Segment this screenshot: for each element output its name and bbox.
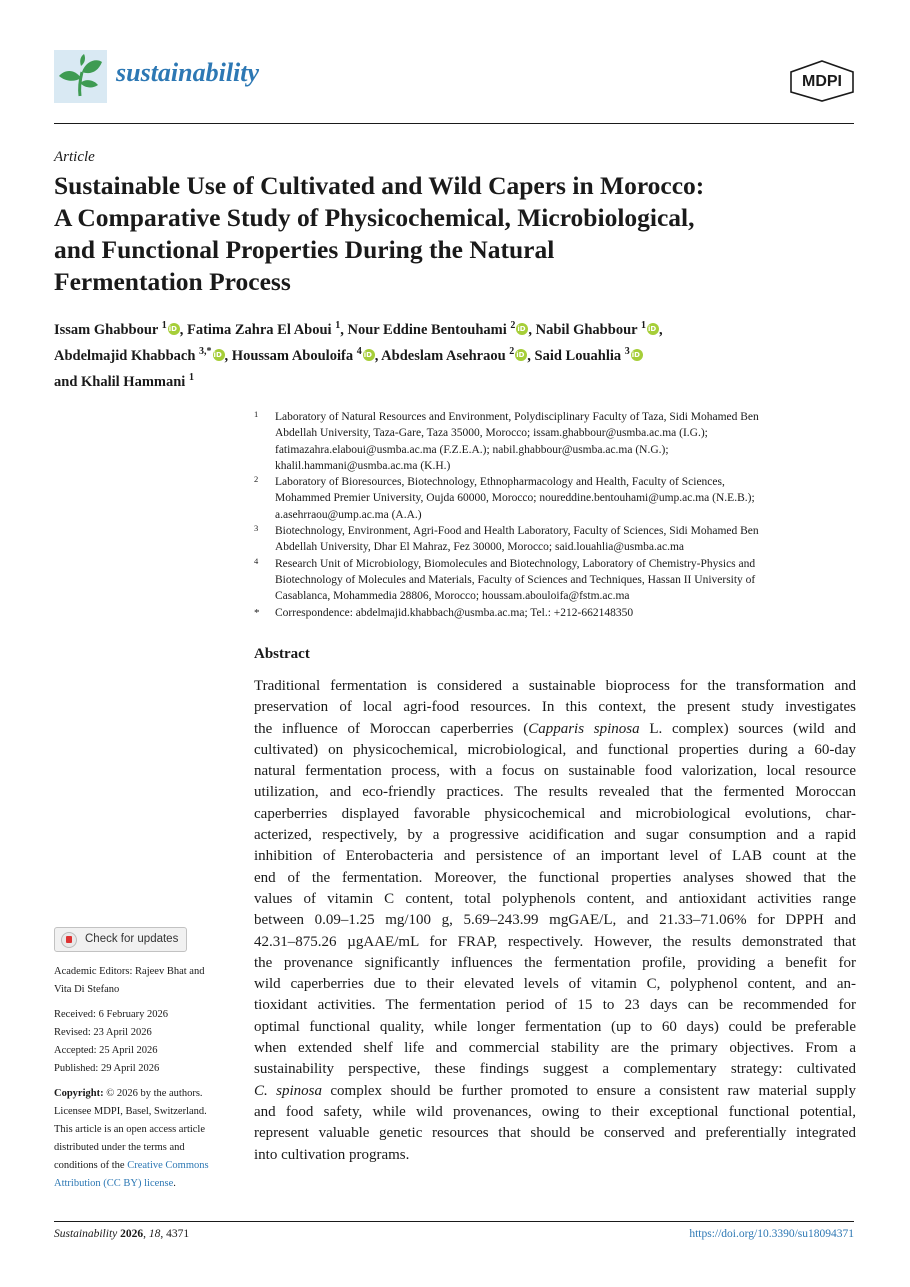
- affiliation-line: Abdellah University, Dhar El Mahraz, Fez 30000, Morocco; said.louahlia@usmba.ac.ma: [275, 541, 685, 554]
- abstract-line: cultivated) on physicochemical, microbiological, and functional properties during a 60-day: [254, 741, 856, 758]
- article-sidebar: [54, 963, 239, 1200]
- mdpi-logo-text: MDPI: [802, 73, 842, 90]
- check-for-updates-label: Check for updates: [85, 933, 179, 945]
- author-list: [54, 315, 854, 392]
- orcid-icon[interactable]: [647, 323, 659, 335]
- academic-editors: [54, 963, 239, 999]
- copyright-line: distributed under the terms and: [54, 1142, 185, 1153]
- affiliation-line: a.asehrraou@ump.ac.ma (A.A.): [275, 508, 422, 521]
- author-name: Houssam Abouloifa: [231, 347, 357, 364]
- date-revised: Revised: 23 April 2026: [54, 1027, 152, 1038]
- copyright-text: © 2026 by the authors.: [103, 1088, 203, 1099]
- abstract-line: the influence of Moroccan caperberries (Capparis spinosa L. complex) sources (wild and: [254, 720, 856, 737]
- abstract-line: and food safety, while wild provenances, owing to their exceptional functional potential,: [254, 1103, 856, 1120]
- abstract-line: wild caperberries due to their elevated levels of vitamin C, polyphenol content, and an-: [254, 976, 856, 993]
- affiliation-line: Abdellah University, Taza-Gare, Taza 35000, Morocco; issam.ghabbour@usmba.ac.ma (I.G.);: [275, 427, 708, 440]
- species-name: Capparis spinosa: [528, 720, 640, 737]
- abstract-line: when extended shelf life and commercial stability are the primary objectives. From a: [254, 1040, 856, 1057]
- header-divider: [54, 123, 854, 124]
- title-line: A Comparative Study of Physicochemical, Microbiological,: [54, 203, 695, 232]
- author-name: Said Louahlia: [534, 347, 625, 364]
- abstract-line: represent valuable genetic resources that should be conserved and preferentially integrated: [254, 1125, 856, 1142]
- abstract-line: 42.31–875.26 µgAAE/mL for FRAP, respectively. However, the results demonstrated that: [254, 933, 856, 950]
- species-name: C. spinosa: [254, 1082, 322, 1099]
- author-affiliation-mark: 2: [510, 320, 516, 331]
- academic-editors-line: Academic Editors: Rajeev Bhat and: [54, 966, 205, 977]
- correspondence-marker: *: [254, 606, 260, 619]
- author-affiliation-mark: 3: [624, 345, 630, 357]
- abstract-line: end of the fermentation. Moreover, the functional properties analyses showed that the: [254, 869, 856, 886]
- author-separator: ,: [374, 347, 382, 364]
- title-line: Sustainable Use of Cultivated and Wild Capers in Morocco:: [54, 171, 705, 200]
- footer-citation: Sustainability 2026, 18, 4371: [54, 1228, 190, 1240]
- copyright-suffix: .: [173, 1178, 176, 1189]
- abstract-line: into cultivation programs.: [254, 1146, 410, 1163]
- author-affiliation-mark: 1: [188, 371, 194, 383]
- date-accepted: Accepted: 25 April 2026: [54, 1045, 158, 1056]
- footer-divider: [54, 1221, 854, 1222]
- author-affiliation-mark: 3,*: [199, 345, 212, 357]
- affiliation-number: 4: [254, 555, 259, 566]
- abstract-line: caperberries displayed favorable physicochemical and microbiological evolutions, char-: [254, 805, 856, 822]
- author-separator: ,: [528, 321, 536, 338]
- abstract-line: utilization, and eco-friendly practices. The results revealed that the fermented Moroccan: [254, 784, 856, 801]
- footer-article-number: 4371: [166, 1228, 190, 1240]
- copyright-line: This article is an open access article: [54, 1124, 206, 1135]
- author-affiliation-mark: 1: [335, 320, 341, 331]
- copyright-line: conditions of the: [54, 1160, 128, 1171]
- affiliation-line: Casablanca, Mohammedia 28806, Morocco; houssam.abouloifa@fstm.ac.ma: [275, 590, 630, 603]
- author-affiliation-mark: 4: [356, 345, 362, 357]
- journal-logo: [54, 50, 107, 103]
- author-line: [54, 341, 854, 367]
- abstract-line: between 0.09–1.25 mg/100 g, 5.69–243.99 mgGAE/L, and 21.33–71.06% for DPPH and: [254, 912, 856, 929]
- abstract-heading: Abstract: [254, 646, 310, 662]
- copyright-line: Licensee MDPI, Basel, Switzerland.: [54, 1106, 207, 1117]
- affiliation-line: Mohammed Premier University, Oujda 60000, Morocco; noureddine.bentouhami@ump.ac.ma (N.E.B.);: [275, 492, 755, 505]
- copyright-label: Copyright:: [54, 1088, 104, 1099]
- affiliation-line: Biotechnology, Environment, Agri-Food and Health Laboratory, Faculty of Sciences, Sidi Mohamed Ben: [275, 525, 759, 538]
- abstract-line: the provenance significantly influences the fermentation profile, providing a benefit for: [254, 954, 856, 971]
- abstract-body: [254, 676, 856, 1166]
- abstract-line: values of vitamin C content, total polyphenols content, and antioxidant activities range: [254, 890, 856, 907]
- orcid-icon[interactable]: [363, 349, 375, 361]
- author-name: Abdeslam Asehraou: [381, 347, 510, 364]
- author-separator: ,: [527, 347, 535, 364]
- copyright-notice: [54, 1085, 239, 1193]
- title-line: and Functional Properties During the Natural: [54, 235, 555, 264]
- affiliation-number: 3: [254, 523, 259, 534]
- orcid-icon[interactable]: [516, 323, 528, 335]
- author-affiliation-mark: 2: [509, 345, 515, 357]
- author-line: [54, 367, 854, 393]
- abstract-line: tioxidant activities. The fermentation period of 15 to 23 days can be recommended for: [254, 997, 856, 1014]
- author-separator: ,: [658, 321, 663, 338]
- creative-commons-link[interactable]: Creative Commons: [127, 1160, 209, 1171]
- affiliation-line: Biotechnology of Molecules and Materials, Faculty of Sciences and Techniques, Hassan II University of: [275, 573, 756, 586]
- abstract-line: optimal functional quality, while longer fermentation (up to 60 days) could be preferable: [254, 1018, 856, 1035]
- author-line: [54, 315, 854, 341]
- author-separator: ,: [224, 347, 232, 364]
- academic-editors-line: Vita Di Stefano: [54, 984, 120, 995]
- cc-by-license-link[interactable]: Attribution (CC BY) license: [54, 1178, 174, 1189]
- affiliation-line: Research Unit of Microbiology, Biomolecules and Biotechnology, Laboratory of Chemistry-Physics and: [275, 557, 756, 570]
- doi-link[interactable]: https://doi.org/10.3390/su18094371: [689, 1228, 854, 1240]
- date-received: Received: 6 February 2026: [54, 1009, 169, 1020]
- author-name: Fatima Zahra El Aboui: [186, 321, 336, 338]
- affiliation: [254, 523, 854, 556]
- affiliation-line: Laboratory of Natural Resources and Environment, Polydisciplinary Faculty of Taza, Sidi Mohamed Ben: [275, 411, 759, 423]
- abstract-line: sustainability perspective, these findings suggest a complementary strategy: cultivated: [254, 1061, 856, 1078]
- author-name: Abdelmajid Khabbach: [54, 347, 200, 364]
- orcid-icon[interactable]: [213, 349, 225, 361]
- bookmark-icon: [61, 932, 77, 948]
- author-name: Nour Eddine Bentouhami: [347, 321, 511, 338]
- author-separator: ,: [340, 321, 348, 338]
- abstract-line: C. spinosa complex should be further promoted to ensure a consistent raw material supply: [254, 1082, 856, 1099]
- article-title: [54, 170, 844, 298]
- abstract-line: acterized, respectively, by a progressive acidification and sugar consumption and a rapid: [254, 827, 856, 844]
- affiliation: [254, 409, 854, 474]
- affiliation: [254, 556, 854, 605]
- plant-sprout-icon: [54, 50, 107, 103]
- journal-name: sustainability: [116, 58, 260, 87]
- affiliation-number: 2: [254, 474, 259, 485]
- article-type: Article: [54, 149, 95, 165]
- affiliations: [254, 409, 854, 621]
- mdpi-logo: [789, 60, 855, 107]
- abstract-line: preservation of local agri-food resources. In this context, the present study investigates: [254, 699, 856, 716]
- affiliation-line: khalil.hammani@usmba.ac.ma (K.H.): [275, 459, 451, 472]
- correspondence-text: Correspondence: abdelmajid.khabbach@usmba.ac.ma; Tel.: +212-662148350: [275, 606, 634, 619]
- affiliation-line: Laboratory of Bioresources, Biotechnology, Ethnopharmacology and Health, Faculty of Sciences,: [275, 476, 725, 489]
- abstract-line: natural fermentation process, with a focus on sustainable food valorization, local resource: [254, 763, 856, 780]
- author-name: Issam Ghabbour: [54, 321, 162, 338]
- abstract-line: inhibition of Enterobacteria and persistence of an important level of LAB count at the: [254, 848, 856, 865]
- author-name: Nabil Ghabbour: [535, 321, 641, 338]
- affiliation: [254, 474, 854, 523]
- orcid-icon[interactable]: [515, 349, 527, 361]
- orcid-icon[interactable]: [631, 349, 643, 361]
- publication-dates: [54, 1006, 239, 1078]
- abstract-line: Traditional fermentation is considered a sustainable bioprocess for the transformation and: [254, 678, 856, 694]
- author-name: and Khalil Hammani: [54, 373, 189, 390]
- correspondence: [254, 605, 854, 621]
- orcid-icon[interactable]: [168, 323, 180, 335]
- date-published: Published: 29 April 2026: [54, 1063, 160, 1074]
- author-affiliation-mark: 1: [640, 320, 646, 331]
- footer-year: 2026: [120, 1228, 144, 1240]
- title-line: Fermentation Process: [54, 267, 291, 296]
- author-separator: ,: [179, 321, 187, 338]
- check-for-updates-button[interactable]: [54, 927, 187, 952]
- affiliation-line: fatimazahra.elaboui@usmba.ac.ma (F.Z.E.A.); nabil.ghabbour@usmba.ac.ma (N.G.);: [275, 443, 669, 456]
- footer-volume: 18: [148, 1228, 161, 1240]
- footer-journal: Sustainability: [54, 1228, 118, 1240]
- author-affiliation-mark: 1: [161, 320, 167, 331]
- affiliation-number: 1: [254, 409, 259, 419]
